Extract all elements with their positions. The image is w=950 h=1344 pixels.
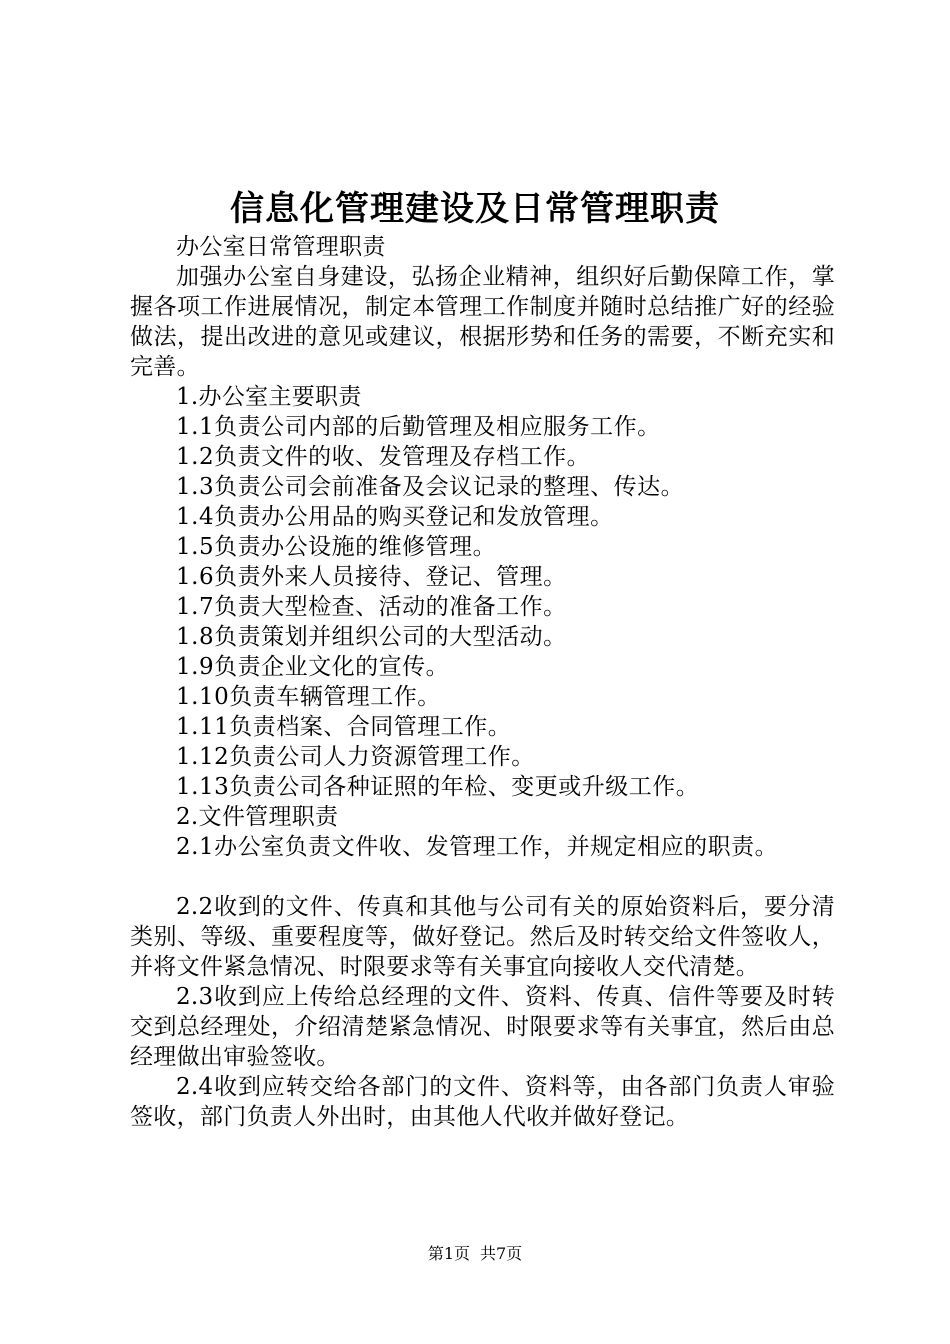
- list-item: 1.4负责办公用品的购买登记和发放管理。: [176, 504, 614, 530]
- list-item: 1.13负责公司各种证照的年检、变更或升级工作。: [176, 774, 700, 800]
- list-item: 2.4收到应转交给各部门的文件、资料等，由各部门负责人审验签收，部门负责人外出时，由其他人代收并做好登记。: [130, 1074, 835, 1130]
- list-item: 1.9负责企业文化的宣传。: [176, 654, 450, 680]
- document-body: [130, 232, 835, 1132]
- section-heading: 1.办公室主要职责: [176, 384, 362, 410]
- list-item: 1.5负责办公设施的维修管理。: [176, 534, 497, 560]
- intro-paragraph: 加强办公室自身建设，弘扬企业精神，组织好后勤保障工作，掌握各项工作进展情况，制定本管理工作制度并随时总结推广好的经验做法，提出改进的意见或建议，根据形势和任务的需要，不断充实和完善。: [130, 264, 835, 380]
- list-item: 1.1负责公司内部的后勤管理及相应服务工作。: [176, 414, 661, 440]
- list-item: 1.7负责大型检查、活动的准备工作。: [176, 594, 567, 620]
- page-total: 共7页: [480, 1244, 523, 1263]
- section-heading: 办公室日常管理职责: [176, 234, 386, 260]
- list-item: 1.3负责公司会前准备及会议记录的整理、传达。: [176, 474, 685, 500]
- list-item: 1.8负责策划并组织公司的大型活动。: [176, 624, 567, 650]
- page-number: 第1页: [427, 1244, 470, 1263]
- section-heading: 2.文件管理职责: [176, 804, 339, 830]
- list-item: 1.11负责档案、合同管理工作。: [176, 714, 512, 740]
- list-item: 2.3收到应上传给总经理的文件、资料、传真、信件等要及时转交到总经理处，介绍清楚紧急情况、时限要求等有关事宜，然后由总经理做出审验签收。: [130, 984, 835, 1070]
- document-title: 信息化管理建设及日常管理职责: [230, 189, 720, 229]
- list-item: 1.2负责文件的收、发管理及存档工作。: [176, 444, 591, 470]
- list-item: 1.10负责车辆管理工作。: [176, 684, 441, 710]
- list-item: 2.1办公室负责文件收、发管理工作，并规定相应的职责。: [176, 834, 779, 860]
- list-item: 1.12负责公司人力资源管理工作。: [176, 744, 535, 770]
- page-footer: [0, 1242, 950, 1266]
- list-item: 2.2收到的文件、传真和其他与公司有关的原始资料后，要分清类别、等级、重要程度等，做好登记。然后及时转交给文件签收人，并将文件紧急情况、时限要求等有关事宜向接收人交代清楚。: [130, 894, 835, 980]
- list-item: 1.6负责外来人员接待、登记、管理。: [176, 564, 567, 590]
- blank-line: [130, 862, 835, 892]
